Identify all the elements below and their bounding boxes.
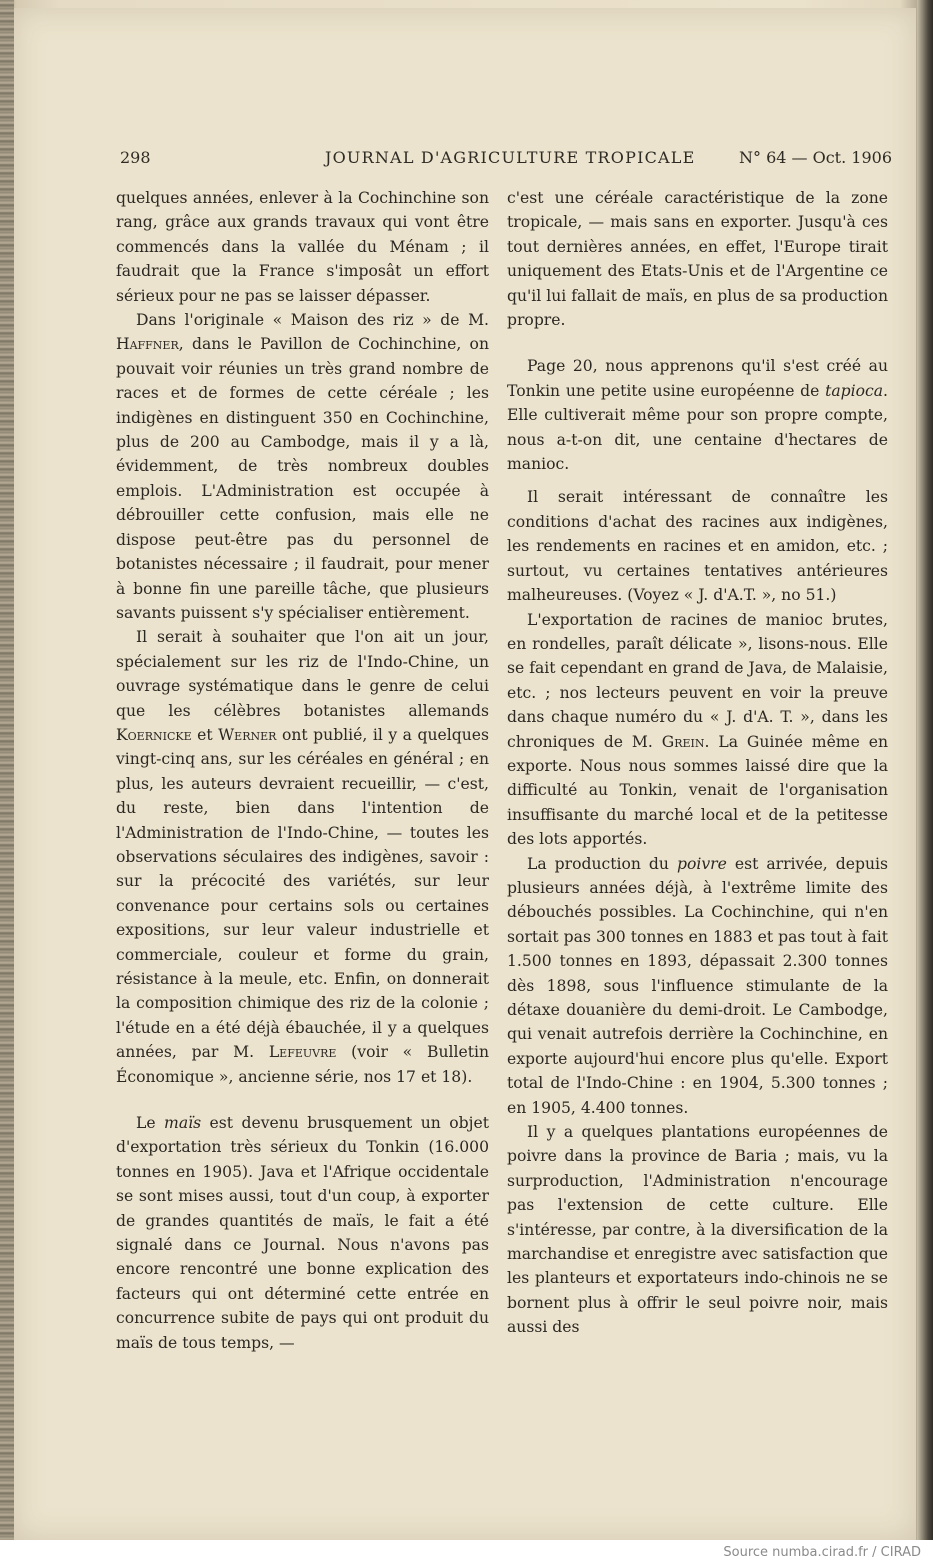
crop-name: tapioca: [825, 381, 884, 400]
paragraph-maison-des-riz: Dans l'originale « Maison des riz » de M. Haffner, dans le Pavillon de Cochinchine, on pouvait voir réunies un très grand nombre de races et de formes de cette céréale ; les indigènes en distinguent 350 en Cochinchine, plus de 200 au Cambodge, mais il y a là, évidemment, de très nombreux doubles emplois. L'Administration est occupée à débrouiller cette confusion, mais elle ne dispose peut-être pas du personnel de botanistes nécessaire ; il faudrait, pour mener à bonne fin une pareille tâche, que plusieurs savants puissent s'y spécialiser entièrement.: [116, 311, 489, 622]
source-credit: Source numba.cirad.fr / CIRAD: [723, 1545, 921, 1560]
author-name: Lefeuvre: [268, 1043, 337, 1062]
crop-name: maïs: [164, 1114, 202, 1133]
paragraph-mais-continued: c'est une céréale caractéristique de la zone tropicale, — mais sans en exporter. Jusqu'à ces tout dernières années, en effet, l'Europe tirait uniquement des Etats-Unis et de l'Argentine ce qu'il lui fallait de maïs, en plus de sa production propre.: [507, 189, 888, 330]
author-name: Haffner: [116, 335, 179, 354]
paragraph-poivre-plantations: Il y a quelques plantations européennes de poivre dans la province de Baria ; mais, vu la surproduction, l'Administration n'encourage pas l'extension de cette culture. Elle s'intéresse, par contre, à la diversification de la marchandise et enregistre avec satisfaction que les planteurs et exportateurs indo-chinois ne se bornent plus à offrir le seul poivre noir, mais aussi des: [507, 1123, 888, 1337]
footer-bar: [0, 1540, 933, 1566]
paragraph-rice-monograph: Il serait à souhaiter que l'on ait un jour, spécialement sur les riz de l'Indo-Chine, un ouvrage systématique dans le genre de celui que les célèbres botanistes allemands Koernicke et Werner ont publié, il y a quelques vingt-cinq ans, sur les céréales en général ; en plus, les auteurs devraient recueillir, — c'est, du reste, bien dans l'intention de l'Administration de l'Indo-Chine, — toutes les observations séculaires des indigènes, savoir : sur la précocité des variétés, sur leur convenance pour certains sols ou certaines expositions, sur leur valeur industrielle et commerciale, couleur et forme du grain, résistance à la meule, etc. Enfin, on donnerait la composition chimique des riz de la colonie ; l'étude en a été déjà ébauchée, il y a quelques années, par M. Lefeuvre (voir « Bulletin Économique », ancienne série, nos 17 et 18).: [116, 628, 490, 1086]
paragraph-tapioca: Page 20, nous apprenons qu'il s'est créé au Tonkin une petite usine européenne de tapioca. Elle cultiverait même pour son propre compte, nous a-t-on dit, une centaine d'hectares de manioc.: [507, 357, 888, 474]
paragraph-poivre: La production du poivre est arrivée, depuis plusieurs années déjà, à l'extrême limite des débouchés possibles. La Cochinchine, qui n'en sortait pas 300 tonnes en 1883 et pas tout à fait 1.500 tonnes en 1893, dépassait 2.300 tonnes dès 1898, sous l'influence stimulante de la détaxe douanière du demi-droit. Le Cambodge, qui venait autrefois derrière la Cochinchine, en exporte aujourd'hui encore plus qu'elle. Export total de l'Indo-Chine : en 1904, 5.300 tonnes ; en 1905, 4.400 tonnes.: [507, 854, 888, 1117]
left-column: [116, 186, 489, 1355]
binding-edge: [0, 0, 14, 1540]
paragraph-manioc-conditions: Il serait intéressant de connaître les conditions d'achat des racines aux indigènes, les rendements en racines et en amidon, etc. ; surtout, vu certaines tentatives antérieures malheureuses. (Voyez « J. d'A.T. », no 51.): [507, 488, 888, 605]
journal-title: JOURNAL D'AGRICULTURE TROPICALE: [325, 148, 696, 167]
author-name: Koernicke: [116, 725, 192, 744]
page-number: 298: [120, 148, 151, 167]
paragraph-manioc-export: L'exportation de racines de manioc brutes, en rondelles, paraît délicate », lisons-nous. Elle se fait cependant en grand de Java, de Malaisie, etc. ; nos lecteurs peuvent en voir la preuve dans chaque numéro du « J. d'A. T. », dans les chroniques de M. Grein. La Guinée même en exporte. Nous nous sommes laissé dire que la difficulté au Tonkin, venait de l'organisation insuffisante du marché local et de la petitesse des lots apportés.: [507, 610, 888, 849]
crop-name: poivre: [676, 854, 727, 873]
issue-number-date: N° 64 — Oct. 1906: [738, 148, 892, 167]
author-name: Werner: [218, 725, 277, 744]
page-edge-shadow: [917, 0, 933, 1540]
paragraph-mais: Le maïs est devenu brusquement un objet d'exportation très sérieux du Tonkin (16.000 tonnes en 1905). Java et l'Afrique occidentale se sont mises aussi, tout d'un coup, à exporter de grandes quantités de maïs, le fait a été signalé dans ce Journal. Nous n'avons pas encore rencontré une bonne explication des facteurs qui ont déterminé cette entrée en concurrence subite de pays qui ont produit du maïs de tous temps, —: [116, 1114, 489, 1352]
paragraph-rice-competition: quelques années, enlever à la Cochinchine son rang, grâce aux grands travaux qui vont être commencés dans la vallée du Ménam ; il faudrait que la France s'imposât un effort sérieux pour ne pas se laisser dépasser.: [116, 189, 489, 305]
author-name: Grein: [661, 732, 705, 751]
running-head: [120, 148, 892, 170]
right-column: [507, 186, 888, 1340]
